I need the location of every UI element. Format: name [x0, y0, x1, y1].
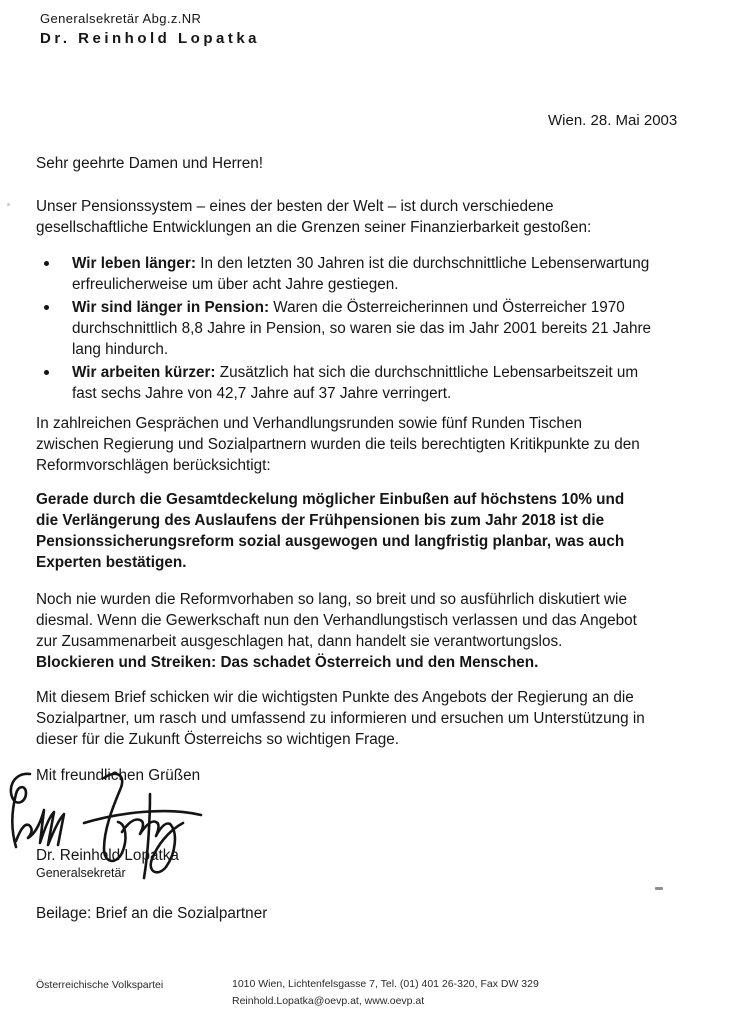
- bullet-item-longer-pension: [36, 297, 712, 360]
- text-line: Noch nie wurden die Reformvorhaben so lang, so breit und so ausführlich diskutiert wie: [36, 591, 627, 608]
- text-line: Unser Pensionssystem – eines der besten der Welt – ist durch verschiedene: [36, 198, 554, 215]
- footer-contact-line: Reinhold.Lopatka@oevp.at, www.oevp.at: [232, 995, 425, 1007]
- paragraph-intro: [36, 196, 712, 238]
- bullet-text-line: erfreulicherweise um über acht Jahre gestiegen.: [72, 276, 399, 293]
- bullet-dot-icon: [44, 370, 49, 375]
- bullet-text-line: lang hindurch.: [72, 341, 169, 358]
- letter-body: [36, 153, 712, 786]
- salutation: Sehr geehrte Damen und Herren!: [36, 155, 264, 172]
- text-line: Sozialpartner, um rasch und umfassend zu informieren und ersuchen um Unterstützung in: [36, 710, 645, 727]
- paragraph-negotiations: [36, 413, 712, 476]
- text-line: Gerade durch die Gesamtdeckelung möglicher Einbußen auf höchstens 10% und: [36, 491, 625, 508]
- footer-organization: Österreichische Volkspartei: [36, 979, 164, 991]
- text-line: In zahlreichen Gesprächen und Verhandlungsrunden sowie fünf Runden Tischen: [36, 415, 582, 432]
- text-line: zwischen Regierung und Sozialpartnern wurden die teils berechtigten Kritikpunkte zu den: [36, 436, 640, 453]
- valediction: Mit freundlichen Grüßen: [36, 767, 201, 784]
- scan-artifact-dash: [655, 887, 663, 890]
- bullet-text: Zusätzlich hat sich die durchschnittliche Lebensarbeitszeit um: [215, 364, 639, 381]
- bullet-first-line: [72, 253, 712, 274]
- letterhead: [40, 11, 260, 47]
- text-line: dieser für die Zukunft Österreichs so wichtigen Frage.: [36, 731, 400, 748]
- bullet-lead: Wir arbeiten kürzer:: [72, 364, 216, 381]
- letterhead-name: Dr. Reinhold Lopatka: [40, 30, 261, 47]
- text-line: Pensionssicherungsreform sozial ausgewogen und langfristig planbar, was auch: [36, 533, 625, 550]
- paragraph-closing-info: [36, 687, 712, 750]
- paragraph-discussion-lines: [36, 589, 712, 652]
- text-line: Reformvorschlägen berücksichtigt:: [36, 457, 271, 474]
- bullet-lead: Wir sind länger in Pension:: [72, 299, 270, 316]
- bullet-dot-icon: [44, 261, 49, 266]
- bullet-dot-icon: [44, 305, 49, 310]
- text-line: diesmal. Wenn die Gewerkschaft nun den Verhandlungstisch verlassen und das Angebot: [36, 612, 637, 629]
- bullet-list: [36, 253, 712, 404]
- text-line: gesellschaftliche Entwicklungen an die Grenzen seiner Finanzierbarkeit gestoßen:: [36, 219, 592, 236]
- bullet-text: In den letzten 30 Jahren ist die durchschnittliche Lebenserwartung: [195, 255, 650, 272]
- text-line: Experten bestätigen.: [36, 554, 187, 571]
- bullet-lead: Wir leben länger:: [72, 255, 196, 272]
- letterhead-role: Generalsekretär Abg.z.NR: [40, 11, 202, 26]
- enclosure-note: Beilage: Brief an die Sozialpartner: [36, 905, 268, 922]
- text-line: Mit diesem Brief schicken wir die wichtigsten Punkte des Angebots der Regierung an die: [36, 689, 634, 706]
- bullet-item-longer-life: [36, 253, 712, 295]
- signer-title: Generalsekretär: [36, 866, 126, 880]
- bullet-text-line: fast sechs Jahre von 42,7 Jahre auf 37 Jahre verringert.: [72, 385, 452, 402]
- scan-artifact-dot: [7, 203, 10, 206]
- bullet-first-line: [72, 362, 712, 383]
- bullet-text: Waren die Österreicherinnen und Österreicher 1970: [269, 299, 625, 316]
- bullet-text-line: durchschnittlich 8,8 Jahre in Pension, so waren sie das im Jahr 2001 bereits 21 Jahre: [72, 320, 652, 337]
- text-line: die Verlängerung des Auslaufens der Frühpensionen bis zum Jahr 2018 ist die: [36, 512, 605, 529]
- paragraph-discussion-bold-line: Blockieren und Streiken: Das schadet Österreich und den Menschen.: [36, 654, 539, 671]
- paragraph-bold-statement: [36, 489, 712, 573]
- footer-contact-block: [232, 976, 539, 1010]
- bullet-item-shorter-work: [36, 362, 712, 404]
- paragraph-discussion: [36, 589, 712, 673]
- signer-name: Dr. Reinhold Lopatka: [36, 847, 179, 864]
- date-line: Wien. 28. Mai 2003: [548, 112, 678, 129]
- text-line: zur Zusammenarbeit ausgeschlagen hat, dann handelt sie verantwortungslos.: [36, 633, 563, 650]
- footer-address-line: 1010 Wien, Lichtenfelsgasse 7, Tel. (01) 401 26-320, Fax DW 329: [232, 978, 539, 990]
- bullet-first-line: [72, 297, 712, 318]
